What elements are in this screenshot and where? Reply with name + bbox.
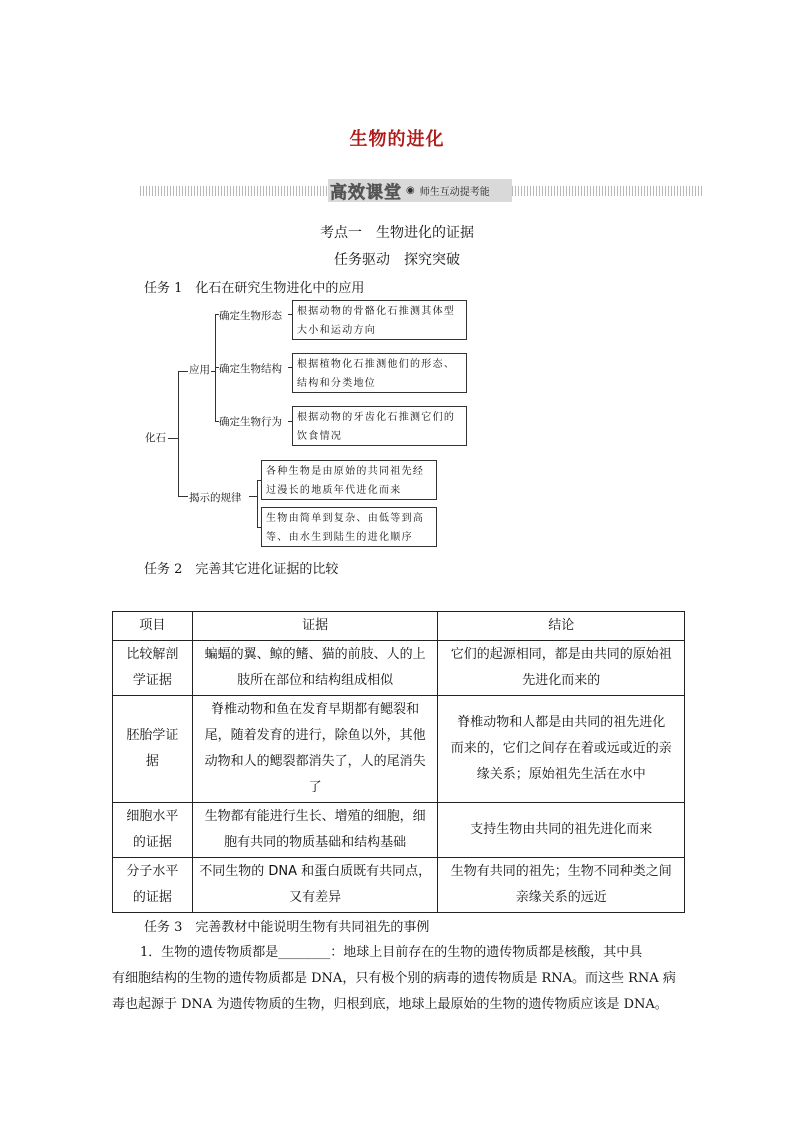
tree-box-rule-2: 生物由简单到复杂、由低等到高 等、由水生到陆生的进化顺序: [261, 507, 437, 547]
banner-dot-icon: ◉: [406, 185, 415, 196]
section-banner: [328, 179, 512, 202]
section-subheading: 任务驱动 探究突破: [334, 252, 460, 268]
cell-evidence: 生物都有能进行生长、增殖的细胞，细 胞有共同的物质基础和结构基础: [192, 803, 438, 858]
cell-item: 细胞水平 的证据: [113, 803, 193, 858]
tree-label-behavior: 确定生物行为: [219, 416, 282, 428]
table-row: [113, 858, 685, 913]
header-conclusion: 结论: [438, 612, 685, 641]
cell-conclusion: 它们的起源相同，都是由共同的原始祖 先进化而来的: [438, 641, 685, 696]
table-row: [113, 803, 685, 858]
tree-box-behavior: 根据动物的牙齿化石推测它们的 饮食情况: [292, 406, 467, 446]
header-item: 项目: [113, 612, 193, 641]
header-evidence: 证据: [192, 612, 438, 641]
table-row: [113, 641, 685, 696]
table-row: [113, 696, 685, 803]
paragraph-line: 毒也起源于 DNA 为遗传物质的生物，归根到底，地球上最原始的生物的遗传物质应该是 DNA。: [112, 997, 668, 1012]
section-heading: 考点一 生物进化的证据: [320, 225, 474, 241]
table-header-row: [113, 612, 685, 641]
page-title: 生物的进化: [349, 129, 445, 150]
cell-evidence: 不同生物的 DNA 和蛋白质既有共同点， 又有差异: [192, 858, 438, 913]
cell-item: 胚胎学证 据: [113, 696, 193, 803]
cell-conclusion: 支持生物由共同的祖先进化而来: [438, 803, 685, 858]
tree-box-morphology: 根据动物的骨骼化石推测其体型 大小和运动方向: [292, 300, 467, 340]
tree-box-structure: 根据植物化石推测他们的形态、 结构和分类地位: [292, 353, 467, 393]
tree-label-structure: 确定生物结构: [219, 363, 282, 375]
task1-heading: 任务 1 化石在研究生物进化中的应用: [144, 281, 365, 296]
cell-item: 分子水平 的证据: [113, 858, 193, 913]
tree-connector: [178, 371, 179, 496]
body-paragraph: [112, 940, 687, 1018]
cell-evidence: 蝙蝠的翼、鲸的鳍、猫的前肢、人的上 肢所在部位和结构组成相似: [192, 641, 438, 696]
cell-conclusion: 脊椎动物和人都是由共同的祖先进化 而来的，它们之间存在着或远或近的亲 缘关系；原始祖先生活在水中: [438, 696, 685, 803]
tree-branch-rule: 揭示的规律: [189, 492, 242, 504]
task2-heading: 任务 2 完善其它进化证据的比较: [144, 562, 339, 577]
tree-connector: [178, 371, 188, 372]
tree-connector: [249, 496, 257, 497]
paragraph-line: 有细胞结构的生物的遗传物质都是 DNA，只有极个别的病毒的遗传物质是 RNA。而这些 RNA 病: [112, 971, 676, 986]
tree-branch-use: 应用: [189, 364, 210, 376]
banner-main: 高效课堂: [330, 183, 402, 203]
banner-sub: 师生互动提考能: [419, 187, 490, 198]
tree-root: 化石: [145, 432, 166, 444]
cell-conclusion: 生物有共同的祖先；生物不同种类之间 亲缘关系的远近: [438, 858, 685, 913]
banner-rule-left: [140, 186, 328, 196]
evidence-table: [112, 611, 685, 913]
tree-connector: [168, 438, 178, 439]
paragraph-line: 1．生物的遗传物质都是________：地球上目前存在的生物的遗传物质都是核酸，其中具: [140, 945, 643, 960]
tree-box-rule-1: 各种生物是由原始的共同祖先经 过漫长的地质年代进化而来: [261, 460, 437, 500]
task3-heading: 任务 3 完善教材中能说明生物有共同祖先的事例: [144, 920, 430, 935]
tree-connector: [178, 496, 188, 497]
tree-label-morphology: 确定生物形态: [219, 310, 282, 322]
banner-rule-right: [512, 186, 702, 196]
cell-evidence: 脊椎动物和鱼在发育早期都有鳃裂和 尾，随着发育的进行，除鱼以外，其他 动物和人的鳃裂都消失了，人的尾消失 了: [192, 696, 438, 803]
cell-item: 比较解剖 学证据: [113, 641, 193, 696]
tree-connector: [257, 480, 258, 527]
